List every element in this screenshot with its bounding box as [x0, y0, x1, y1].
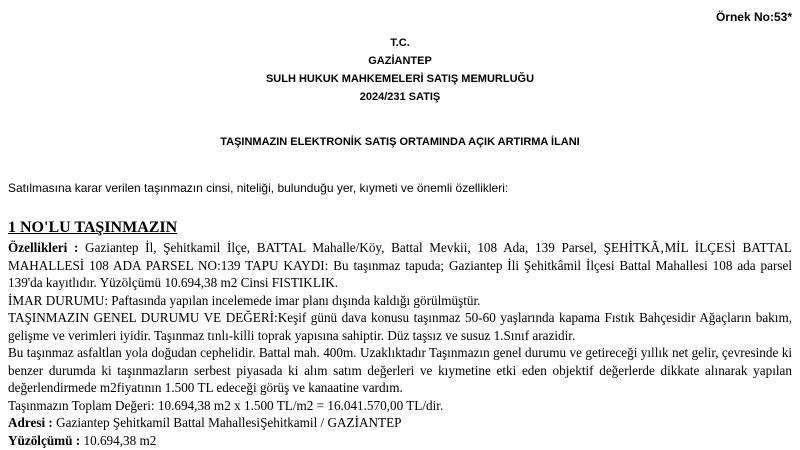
header-line-tc: T.C. [390, 37, 410, 49]
address-paragraph [8, 414, 792, 432]
property-title: 1 NO'LU TAŞINMAZIN [8, 219, 178, 236]
property-details [8, 239, 792, 449]
header-line-city: GAZİANTEP [368, 55, 432, 67]
area-label: Yüzölçümü : [8, 432, 81, 448]
total-value-paragraph: Taşınmazın Toplam Değeri: 10.694,38 m2 x 1.500 TL/m2 = 16.041.570,00 TL/dir. [8, 397, 444, 413]
area-paragraph [8, 432, 792, 450]
intro-text: Satılmasına karar verilen taşınmazın cinsi, niteliği, bulunduğu yer, kıymeti ve önemli özellikleri: [8, 181, 509, 195]
address-text: Gaziantep Şehitkamil Battal MahallesiŞehitkamil / GAZİANTEP [52, 415, 402, 430]
office-header [0, 34, 800, 106]
access-paragraph: Bu taşınmaz asfaltlan yola doğudan cephelidir. Battal mah. 400m. Uzaklıktadır Taşınmazın genel durumu ve getireceği yıllık net gelir, çevresinde ki benzer durumda ki taşınmazların serbest piyasada ki alım satım değerleri ve kıymetine etki eden objektif değerlerde dikkate alınarak yapılan değerlendirmede m2fiyatının 1.500 TL edeceği görüş ve kanaatine vardım. [8, 345, 792, 395]
zoning-paragraph: İMAR DURUMU: Paftasında yapılan incelemede imar planı dışında kaldığı görülmüştür. [8, 292, 481, 308]
features-paragraph [8, 239, 792, 292]
features-label: Özellikleri : [8, 240, 79, 255]
general-condition-paragraph: TAŞINMAZIN GENEL DURUMU VE DEĞERİ:Keşif günü dava konusu taşınmaz 50-60 yaşlarında kapama Fıstık Bahçesidir Ağaçların bakım, gelişme ve verimleri iyidir. Taşınmaz tınlı-killi toprak yapısına sahiptir. Düz taşsız ve susuz 1.Sınıf arazidir. [8, 310, 792, 343]
header-line-file-no: 2024/231 SATIŞ [359, 91, 441, 103]
address-label: Adresi : [8, 415, 53, 430]
features-text: Gaziantep İl, Şehitkamil İlçe, BATTAL Mahalle/Köy, Battal Mevkii, 108 Ada, 139 Parsel, ŞEHİTKÃ‚MİL İLÇESİ BATTAL MAHALLESİ 108 ADA PARSEL NO:139 TAPU KAYDI: Bu taşınmaz tapuda; Gaziantep İli Şehitkâmil İlçesi Battal Mahallesi 108 ada parsel 139'da kayıtlıdır. Yüzölçümü 10.694,38 m2 Cinsi FISTIKLIK. [8, 240, 792, 290]
notice-title: TAŞINMAZIN ELEKTRONİK SATIŞ ORTAMINDA AÇIK ARTIRMA İLANI [220, 136, 580, 148]
area-text: 10.694,38 m2 [80, 432, 157, 448]
header-line-office: SULH HUKUK MAHKEMELERİ SATIŞ MEMURLUĞU [265, 73, 535, 85]
sample-number: Örnek No:53* [715, 10, 792, 24]
